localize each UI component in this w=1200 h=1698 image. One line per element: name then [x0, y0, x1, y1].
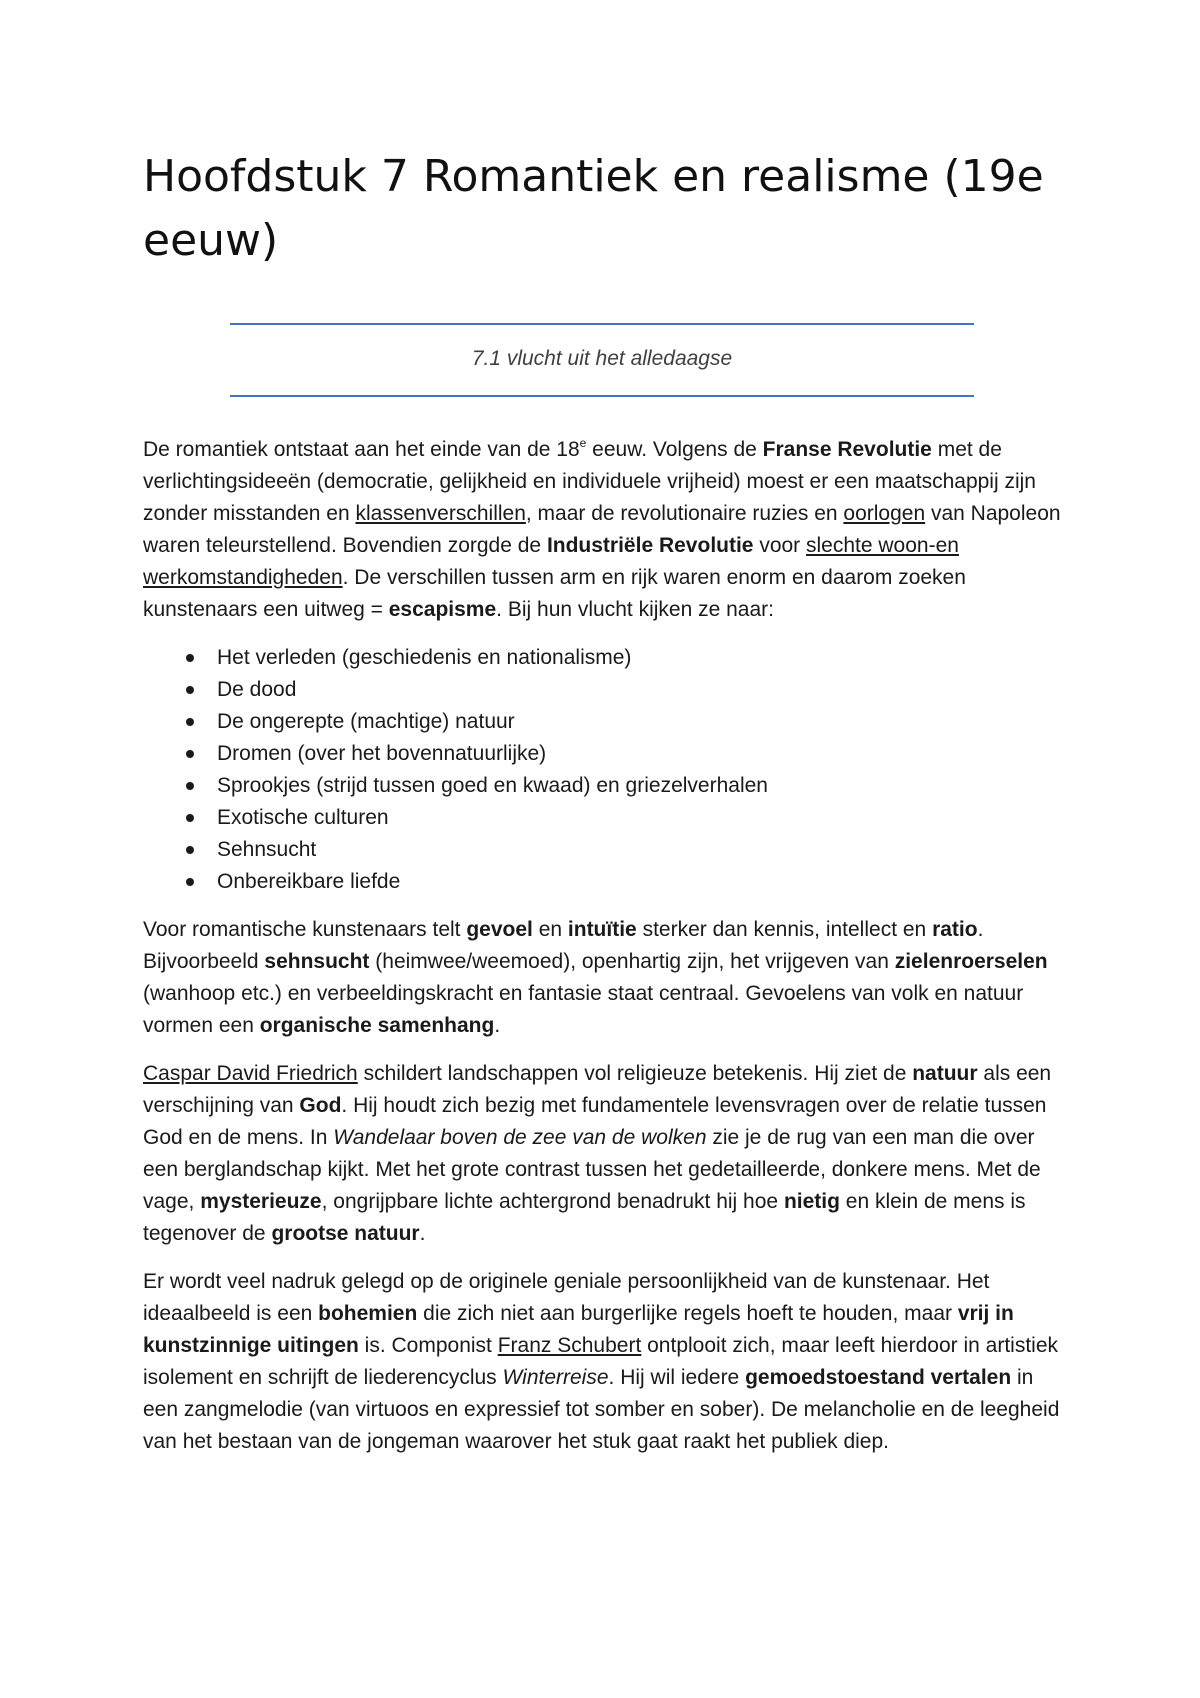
text-run: voor	[753, 534, 807, 557]
text-run: . De verschillen tussen arm en rijk waren enorm en daarom zoeken kunstenaars een uitweg =	[143, 566, 966, 621]
list-item-text: Exotische culturen	[217, 806, 389, 829]
section-divider-bottom	[230, 395, 974, 397]
paragraph-friedrich	[143, 1058, 1073, 1250]
paragraph-intro	[143, 434, 1073, 626]
italic-title: Winterreise	[502, 1366, 609, 1389]
text-run: van Napoleon waren teleurstellend. Bovendien zorgde de	[143, 502, 1061, 557]
list-item-text: Het verleden (geschiedenis en nationalisme)	[217, 646, 632, 669]
bullet-icon	[186, 718, 194, 726]
list-item-text: Onbereikbare liefde	[217, 870, 401, 893]
superscript: e	[579, 436, 587, 450]
paragraph-gevoel	[143, 914, 1073, 1042]
underlined-term: Caspar David Friedrich	[143, 1062, 358, 1085]
bullet-icon	[186, 846, 194, 854]
text-run: is. Componist	[358, 1334, 498, 1357]
section-heading: 7.1 vlucht uit het alledaagse	[471, 347, 733, 370]
document-body	[143, 434, 1073, 1458]
paragraph-schubert	[143, 1266, 1073, 1458]
list-item-text: Sehnsucht	[217, 838, 317, 861]
section-divider-top	[230, 323, 974, 325]
bullet-icon	[186, 686, 194, 694]
text-run: en	[532, 918, 568, 941]
text-run: die zich niet aan burgerlijke regels hoeft te houden, maar	[417, 1302, 958, 1325]
bold-term: gevoel	[466, 918, 533, 941]
list-item	[143, 674, 1073, 706]
text-run: en klein de mens is tegenover de	[143, 1190, 1026, 1245]
list-item	[143, 642, 1073, 674]
text-run: (heimwee/weemoed), openhartig zijn, het vrijgeven van	[369, 950, 895, 973]
text-run: zie je de rug van een man die over een berglandschap kijkt. Met het grote contrast tussen het gedetailleerde, donkere mens. Met de vage,	[143, 1126, 1041, 1213]
text-run: . Bij hun vlucht kijken ze naar:	[496, 598, 774, 621]
text-run: eeuw. Volgens de	[586, 438, 763, 461]
list-item-text: De dood	[217, 678, 297, 701]
text-run: (wanhoop etc.) en verbeeldingskracht en fantasie staat centraal. Gevoelens van volk en natuur vormen een	[143, 982, 1024, 1037]
list-item	[143, 706, 1073, 738]
list-item-text: De ongerepte (machtige) natuur	[217, 710, 515, 733]
bold-term: Industriële Revolutie	[546, 534, 754, 557]
text-run: De romantiek ontstaat aan het einde van de 18	[143, 438, 580, 461]
bullet-icon	[186, 814, 194, 822]
list-item	[143, 770, 1073, 802]
underlined-term: oorlogen	[843, 502, 926, 525]
list-item-text: Dromen (over het bovennatuurlijke)	[217, 742, 547, 765]
italic-title: Wandelaar boven de zee van de wolken	[333, 1126, 707, 1149]
bold-term: Franse Revolutie	[762, 438, 932, 461]
text-run: Voor romantische kunstenaars telt	[143, 918, 467, 941]
text-run: in een zangmelodie (van virtuoos en expressief tot somber en sober). De melancholie en de leegheid van het bestaan van de jongeman waarover het stuk gaat raakt het publiek diep.	[143, 1366, 1060, 1453]
text-run: .	[419, 1222, 426, 1245]
list-item-text: Sprookjes (strijd tussen goed en kwaad) en griezelverhalen	[217, 774, 768, 797]
bold-term: escapisme	[388, 598, 497, 621]
text-run: . Bijvoorbeeld	[143, 918, 984, 973]
underlined-term: slechte woon-en werkomstandigheden	[143, 534, 959, 589]
escape-themes-list	[143, 642, 1073, 898]
bullet-icon	[186, 750, 194, 758]
text-run: sterker dan kennis, intellect en	[636, 918, 933, 941]
bold-term: sehnsucht	[264, 950, 370, 973]
text-run: .	[494, 1014, 501, 1037]
text-run: ontplooit zich, maar leeft hierdoor in artistiek isolement en schrijft de liederencyclus	[143, 1334, 1058, 1389]
text-run: . Hij wil iedere	[608, 1366, 746, 1389]
text-run: als een verschijning van	[143, 1062, 1052, 1117]
list-item	[143, 802, 1073, 834]
text-run: . Hij houdt zich bezig met fundamentele levensvragen over de relatie tussen God en de mens. In	[143, 1094, 1047, 1149]
text-run: Er wordt veel nadruk gelegd op de originele geniale persoonlijkheid van de kunstenaar. Het ideaalbeeld is een	[143, 1270, 990, 1325]
page-title: Hoofdstuk 7 Romantiek en realisme (19e eeuw)	[143, 151, 1044, 266]
bold-term: vrij in kunstzinnige uitingen	[143, 1302, 1014, 1357]
list-item	[143, 834, 1073, 866]
bold-term: zielenroerselen	[894, 950, 1048, 973]
underlined-term: Franz Schubert	[497, 1334, 642, 1357]
bold-term: mysterieuze	[200, 1190, 322, 1213]
bold-term: God	[299, 1094, 342, 1117]
text-run: schildert landschappen vol religieuze betekenis. Hij ziet de	[357, 1062, 913, 1085]
bold-term: ratio	[932, 918, 978, 941]
text-run: , maar de revolutionaire ruzies en	[525, 502, 844, 525]
bold-term: nietig	[783, 1190, 840, 1213]
bullet-icon	[186, 782, 194, 790]
bold-term: bohemien	[318, 1302, 418, 1325]
bold-term: grootse natuur	[271, 1222, 420, 1245]
bold-term: organische samenhang	[259, 1014, 495, 1037]
bullet-icon	[186, 878, 194, 886]
underlined-term: klassenverschillen	[355, 502, 526, 525]
text-run: met de verlichtingsideeën (democratie, gelijkheid en individuele vrijheid) moest er een maatschappij zijn zonder misstanden en	[143, 438, 1036, 525]
list-item	[143, 738, 1073, 770]
bold-term: intuïtie	[567, 918, 637, 941]
bullet-icon	[186, 654, 194, 662]
list-item	[143, 866, 1073, 898]
bold-term: natuur	[912, 1062, 978, 1085]
bold-term: gemoedstoestand vertalen	[745, 1366, 1012, 1389]
text-run: , ongrijpbare lichte achtergrond benadrukt hij hoe	[321, 1190, 784, 1213]
